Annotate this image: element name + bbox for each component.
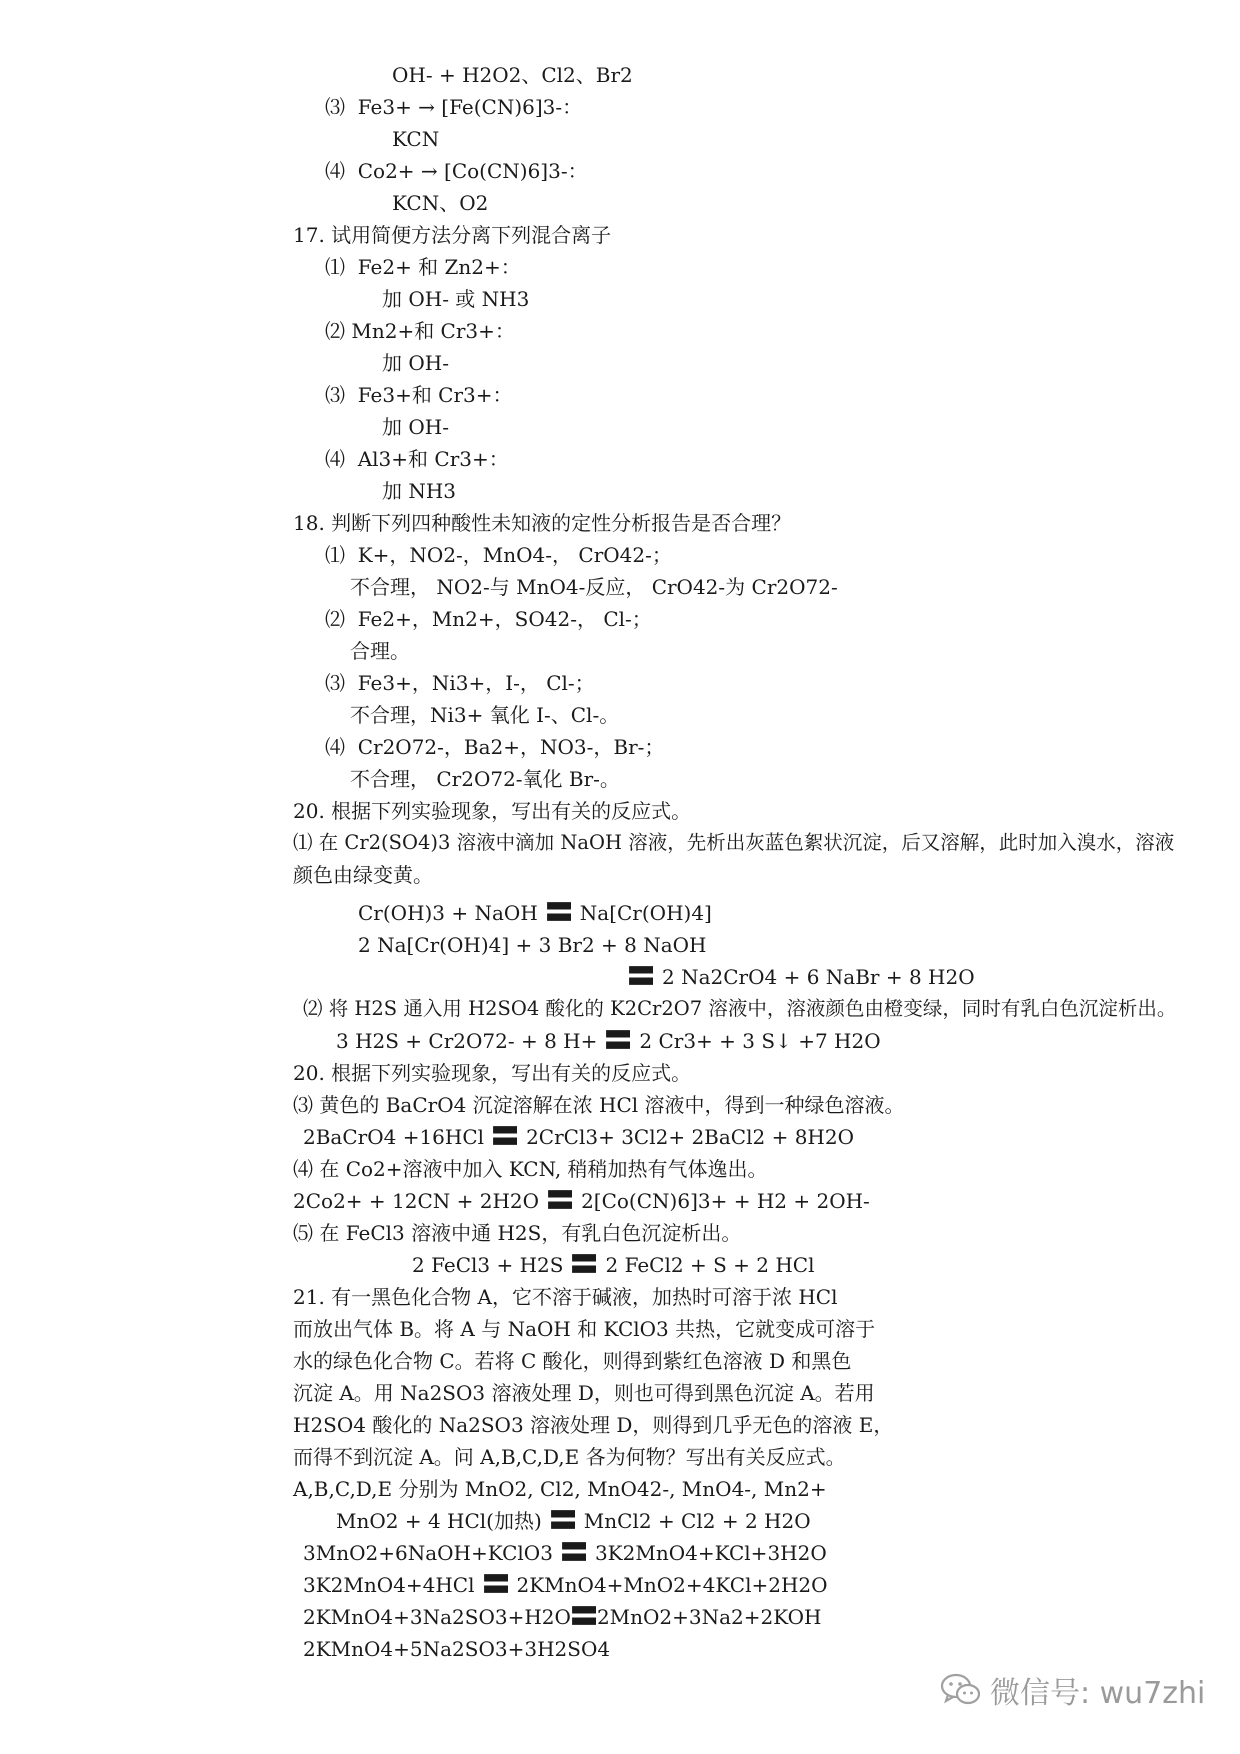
q18-title: 18. 判断下列四种酸性未知液的定性分析报告是否合理？ <box>293 511 792 535</box>
q17-item-4: ⑷ Al3+和 Cr3+： <box>325 447 509 471</box>
q17-answer-3: 加 OH- <box>382 415 449 439</box>
q20b-para-3: ⑶ 黄色的 BaCrO4 沉淀溶解在浓 HCl 溶液中，得到一种绿色溶液。 <box>293 1093 905 1117</box>
q17-answer-1: 加 OH- 或 NH3 <box>382 287 530 311</box>
q20a-reaction-4: 3 H2S + Cr2O72- + 8 H+ 〓 2 Cr3+ + 3 S↓ +7 H2O <box>336 1028 881 1054</box>
q17-title: 17. 试用简便方法分离下列混合离子 <box>293 223 612 247</box>
watermark-text: 微信号: wu7zhi <box>990 1676 1206 1711</box>
q20b-para-4: ⑷ 在 Co2+溶液中加入 KCN, 稍稍加热有气体逸出。 <box>293 1157 768 1181</box>
q18-item-2: ⑵ Fe2+，Mn2+，SO42-， Cl-； <box>325 607 652 631</box>
q20a-para-1b: 颜色由绿变黄。 <box>293 863 433 887</box>
q18-answer-1: 不合理， NO2-与 MnO4-反应， CrO42-为 Cr2O72- <box>350 575 838 599</box>
q16-answer-4: KCN、O2 <box>392 191 489 215</box>
q20a-para-2: ⑵ 将 H2S 通入用 H2SO4 酸化的 K2Cr2O7 溶液中，溶液颜色由橙变绿，同时有乳白色沉淀析出。 <box>303 997 1177 1020</box>
q20a-reaction-1: Cr(OH)3 + NaOH 〓 Na[Cr(OH)4] <box>358 900 712 926</box>
q18-answer-2: 合理。 <box>350 639 410 663</box>
q20a-reaction-2: 2 Na[Cr(OH)4] + 3 Br2 + 8 NaOH <box>358 933 707 957</box>
q21-text-4: 沉淀 A。用 Na2SO3 溶液处理 D，则也可得到黑色沉淀 A。若用 <box>293 1381 875 1405</box>
q18-answer-3: 不合理，Ni3+ 氧化 I-、Cl-。 <box>350 703 620 727</box>
q17-item-2: ⑵ Mn2+和 Cr3+： <box>325 319 515 343</box>
wechat-icon <box>940 1672 982 1708</box>
q21-text-1: 21. 有一黑色化合物 A，它不溶于碱液，加热时可溶于浓 HCl <box>293 1285 838 1309</box>
q18-item-3: ⑶ Fe3+，Ni3+，I-， Cl-； <box>325 671 595 695</box>
q21-text-2: 而放出气体 B。将 A 与 NaOH 和 KClO3 共热，它就变成可溶于 <box>293 1317 876 1341</box>
q21-text-6: 而得不到沉淀 A。问 A,B,C,D,E 各为何物？写出有关反应式。 <box>293 1445 846 1469</box>
q17-item-1: ⑴ Fe2+ 和 Zn2+： <box>325 255 521 279</box>
q20a-title: 20. 根据下列实验现象，写出有关的反应式。 <box>293 799 692 823</box>
q21-reaction-1: MnO2 + 4 HCl(加热) 〓 MnCl2 + Cl2 + 2 H2O <box>336 1508 811 1534</box>
q18-item-4: ⑷ Cr2O72-，Ba2+，NO3-，Br-； <box>325 735 665 759</box>
q17-answer-2: 加 OH- <box>382 351 449 375</box>
q18-answer-4: 不合理， Cr2O72-氧化 Br-。 <box>350 767 620 791</box>
q17-item-3: ⑶ Fe3+和 Cr3+： <box>325 383 513 407</box>
q21-reaction-2: 3MnO2+6NaOH+KClO3 〓 3K2MnO4+KCl+3H2O <box>303 1540 827 1566</box>
q20a-para-1a: ⑴ 在 Cr2(SO4)3 溶液中滴加 NaOH 溶液，先析出灰蓝色絮状沉淀，后又溶解，此时加入溴水，溶液 <box>293 831 1175 854</box>
q20a-reaction-3: 〓 2 Na2CrO4 + 6 NaBr + 8 H2O <box>626 964 975 990</box>
q16-item-4: ⑷ Co2+ → [Co(CN)6]3-： <box>325 159 588 183</box>
q20b-reaction-7: 2 FeCl3 + H2S 〓 2 FeCl2 + S + 2 HCl <box>412 1252 815 1278</box>
q16-answer-3: KCN <box>392 127 440 151</box>
q21-text-5: H2SO4 酸化的 Na2SO3 溶液处理 D，则得到几乎无色的溶液 E， <box>293 1413 894 1437</box>
q20b-reaction-5: 2BaCrO4 +16HCl 〓 2CrCl3+ 3Cl2+ 2BaCl2 + 8H2O <box>303 1124 854 1150</box>
q21-text-3: 水的绿色化合物 C。若将 C 酸化，则得到紫红色溶液 D 和黑色 <box>293 1349 852 1373</box>
q20b-para-5: ⑸ 在 FeCl3 溶液中通 H2S，有乳白色沉淀析出。 <box>293 1221 742 1245</box>
q17-answer-4: 加 NH3 <box>382 479 457 503</box>
wechat-watermark <box>940 1668 1205 1712</box>
q21-reaction-3: 3K2MnO4+4HCl 〓 2KMnO4+MnO2+4KCl+2H2O <box>303 1572 828 1598</box>
q20b-title: 20. 根据下列实验现象，写出有关的反应式。 <box>293 1061 692 1085</box>
q16-line-1: OH- + H2O2、Cl2、Br2 <box>392 63 633 87</box>
q16-item-3: ⑶ Fe3+ → [Fe(CN)6]3-： <box>325 95 583 119</box>
q18-item-1: ⑴ K+，NO2-，MnO4-， CrO42-； <box>325 543 672 567</box>
q21-answer: A,B,C,D,E 分别为 MnO2, Cl2, MnO42-, MnO4-, Mn2+ <box>293 1477 827 1501</box>
q21-reaction-5: 2KMnO4+5Na2SO3+3H2SO4 <box>303 1637 611 1661</box>
q20b-reaction-6: 2Co2+ + 12CN + 2H2O 〓 2[Co(CN)6]3+ + H2 + 2OH- <box>293 1188 870 1214</box>
q21-reaction-4: 2KMnO4+3Na2SO3+H2O〓2MnO2+3Na2+2KOH <box>303 1604 822 1630</box>
